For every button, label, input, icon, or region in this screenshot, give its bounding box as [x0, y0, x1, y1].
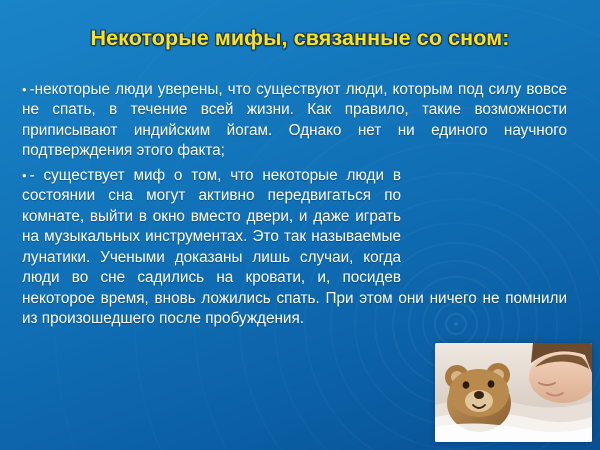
slide-title: Некоторые мифы, связанные со сном:	[90, 26, 510, 50]
bullet-paragraph-1	[22, 80, 567, 162]
slide-body	[22, 80, 582, 332]
bullet-marker-icon-2: •	[22, 167, 27, 183]
image-float-spacer	[401, 166, 567, 270]
sleeping-child-photo	[435, 343, 592, 442]
bullet-paragraph-2-text: - существует миф о том, что некоторые люди в состоянии сна могут активно передвигаться по комнате, выйти в окно вместо двери, и даже играть на музыкальных инструментах. Это так называемые лунатики. Учеными доказаны лишь случаи, когда люди во сне садились на кровати, и, посидев некоторое время, вновь ложились спать. При этом они ничего не помнили из произошедшего после пробуждения.	[22, 166, 567, 328]
bullet-marker-icon: •	[22, 82, 27, 97]
bullet-paragraph-1-text: -некоторые люди уверены, что существуют люди, которым под силу вовсе не спать, в течение всей жизни. Как правило, такие возможности приписывают индийским йогам. Однако нет ни единого научного подтверждения этого факта;	[22, 81, 567, 160]
photo-illustration	[435, 343, 592, 442]
bullet-paragraph-2	[22, 166, 567, 330]
